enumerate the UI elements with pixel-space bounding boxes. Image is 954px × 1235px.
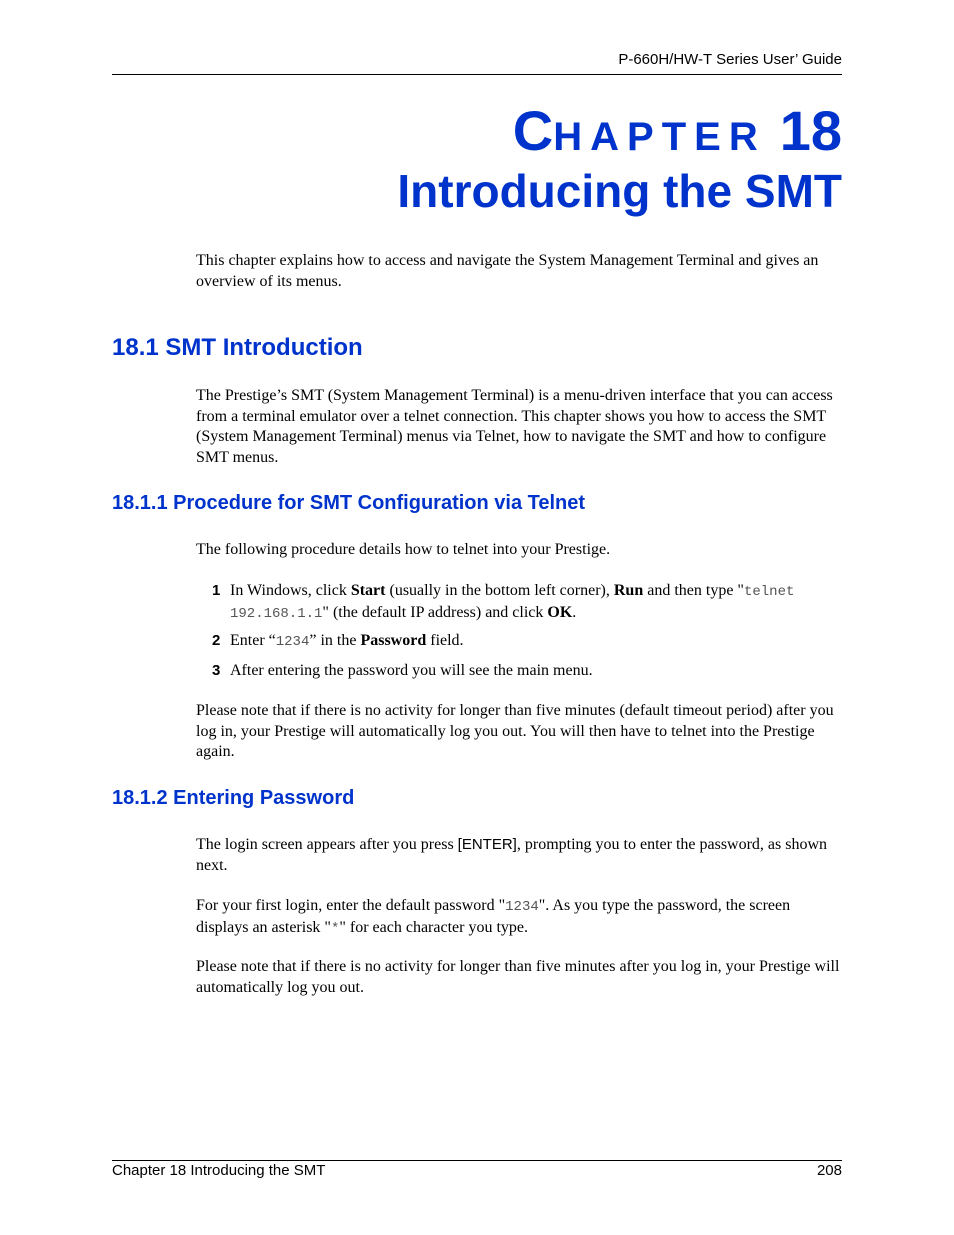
- step-text: Enter “1234” in the Password field.: [230, 632, 464, 650]
- ok-label: OK: [547, 603, 573, 621]
- header-rule: [112, 74, 842, 75]
- step-3: [212, 661, 846, 682]
- step-2: [212, 631, 846, 653]
- login-screen-paragraph: The login screen appears after you press [ENTER], prompting you to enter the password, as shown next.: [196, 836, 828, 874]
- asterisk-code: *: [330, 920, 340, 937]
- run-label: Run: [613, 582, 644, 599]
- step-text: In Windows, click Start (usually in the bottom left corner), Run and then type "telnet 192.168.1.1" (the default IP address) and click OK.: [230, 582, 795, 622]
- timeout-note: Please note that if there is no activity for longer than five minutes (default timeout period) after you log in, your Prestige will automatically log you out. You will then have to telnet into the Prestige again.: [196, 702, 834, 760]
- step-number: 3: [212, 662, 221, 679]
- footer-rule: [112, 1160, 842, 1161]
- step-number: 2: [212, 632, 221, 649]
- step-1: [212, 581, 846, 624]
- footer-page-number: 208: [816, 1162, 842, 1179]
- chapter-title: Introducing the SMT: [397, 165, 842, 217]
- enter-key: [ENTER]: [457, 836, 517, 853]
- section-18-1-paragraph: The Prestige’s SMT (System Management Terminal) is a menu-driven interface that you can access from a terminal emulator over a telnet connection. This chapter shows you how to access the SMT (System Management Terminal) menus via Telnet, how to navigate the SMT and how to configure SMT menus.: [196, 387, 833, 466]
- section-heading-18-1-2: 18.1.2 Entering Password: [112, 787, 355, 809]
- section-18-1-1-intro: The following procedure details how to telnet into your Prestige.: [196, 541, 611, 558]
- start-label: Start: [350, 582, 386, 599]
- step-number: 1: [212, 582, 221, 599]
- default-password-code: 1234: [505, 899, 539, 915]
- chapter-label: [513, 98, 842, 163]
- chapter-intro: This chapter explains how to access and navigate the System Management Terminal and gives an overview of its menus.: [196, 252, 819, 290]
- first-login-paragraph: For your first login, enter the default password "1234". As you type the password, the screen displays an asterisk "*" for each character you type.: [196, 897, 791, 937]
- default-password-code: 1234: [275, 634, 310, 650]
- chapter-label-rest: HAPTER: [553, 115, 766, 159]
- chapter-number: 18: [779, 99, 842, 162]
- telnet-command: telnet 192.168.1.1: [230, 584, 795, 622]
- chapter-label-initial: C: [512, 99, 554, 162]
- password-field-label: Password: [360, 632, 427, 649]
- section-heading-18-1: 18.1 SMT Introduction: [112, 334, 363, 361]
- auto-logout-paragraph: Please note that if there is no activity for longer than five minutes after you log in, your Prestige will automatically log you out.: [196, 958, 840, 996]
- section-heading-18-1-1: 18.1.1 Procedure for SMT Configuration via Telnet: [112, 492, 586, 514]
- running-header: P-660H/HW-T Series User’ Guide: [618, 51, 842, 68]
- footer-chapter: Chapter 18 Introducing the SMT: [112, 1162, 326, 1179]
- step-text: After entering the password you will see the main menu.: [230, 662, 593, 679]
